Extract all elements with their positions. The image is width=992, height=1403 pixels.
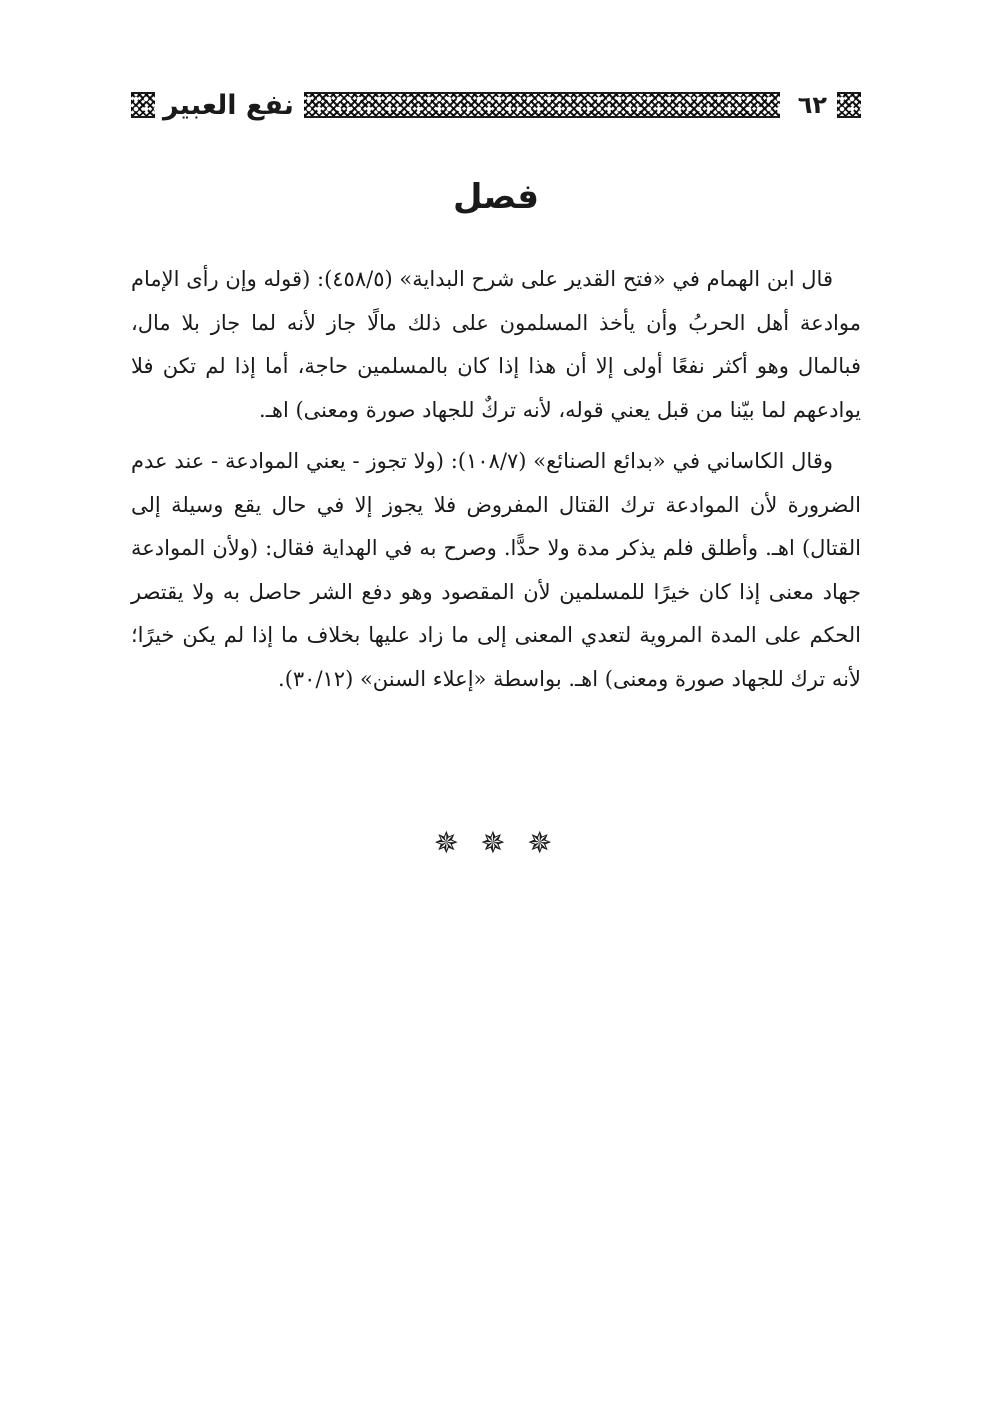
running-header — [131, 86, 861, 124]
body-text — [131, 258, 861, 701]
header-ornament-band — [304, 92, 780, 118]
paragraph-ibn-al-humam: قال ابن الهمام في «فتح القدير على شرح البداية» (٤٥٨/٥): (قوله وإن رأى الإمام موادعة أهل الحربُ وأن يأخذ المسلمون على ذلك مالًا جاز لأنه لما جاز بلا مال، فبالمال وهو أكثر نفعًا أولى إلا أن هذا إذا كان بالمسلمين حاجة، أما إذا لم تكن فلا يوادعهم لما بيّنا من قبل يعني قوله، لأنه تركٌ للجهاد صورة ومعنى) اهـ. — [131, 267, 861, 422]
header-ornament-right — [837, 92, 861, 118]
book-title: نفع العبير — [163, 89, 294, 121]
page-number: ٦٢ — [797, 91, 827, 119]
section-title: فصل — [452, 177, 540, 217]
header-ornament-left — [131, 92, 155, 118]
paragraph-al-kasani: وقال الكاساني في «بدائع الصنائع» (١٠٨/٧): (ولا تجوز - يعني الموادعة - عند عدم الضرورة لأن الموادعة ترك القتال المفروض فلا يجوز إلا في حال يقع وسيلة إلى القتال) اهـ. وأطلق فلم يذكر مدة ولا حدًّا. وصرح به في الهداية فقال: (ولأن الموادعة جهاد معنى إذا كان خيرًا للمسلمين لأن المقصود وهو دفع الشر حاصل به ولا يقتصر الحكم على المدة المروية لتعدي المعنى إلى ما زاد عليها بخلاف ما إذا لم يكن خيرًا؛ لأنه ترك للجهاد صورة ومعنى) اهـ. بواسطة «إعلاء السنن» (٣٠/١٢). — [131, 449, 861, 691]
section-end-ornament: ✵ ✵ ✵ — [433, 826, 559, 861]
